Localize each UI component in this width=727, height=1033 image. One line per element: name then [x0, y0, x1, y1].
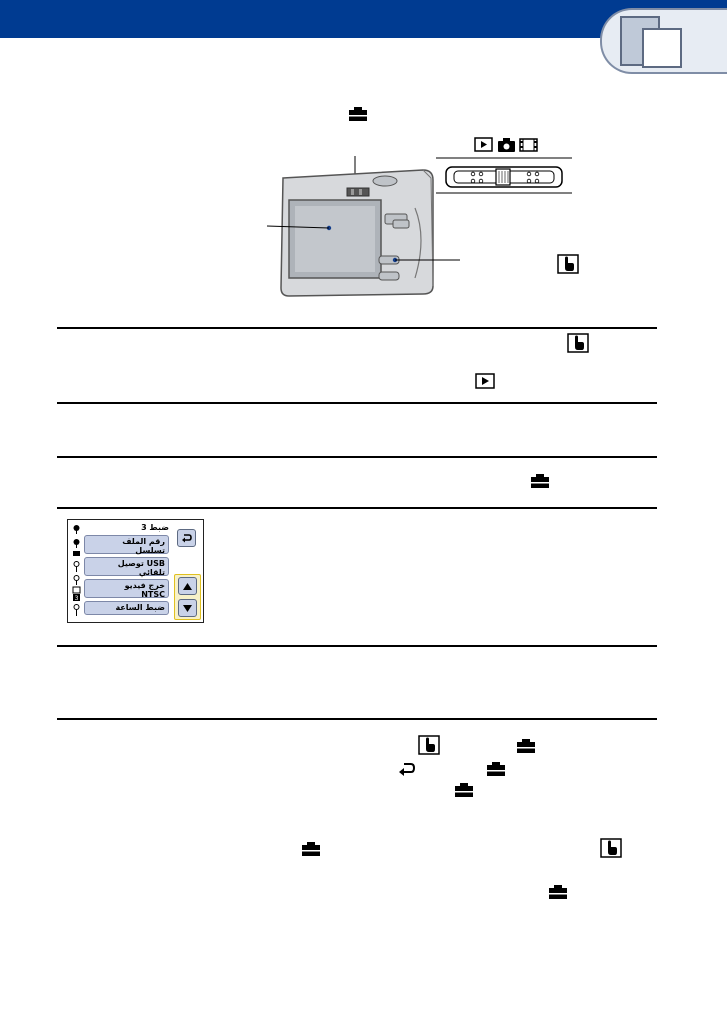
divider [57, 402, 657, 404]
playback-icon [475, 373, 495, 393]
menu-tab-icons [72, 524, 81, 620]
setup-toolbox-icon [455, 783, 473, 797]
home-touch-icon [600, 838, 622, 862]
menu-item-clock-set[interactable]: ضبط الساعة [84, 601, 169, 615]
camera-illustration [255, 148, 470, 303]
divider [57, 327, 657, 329]
setup-toolbox-icon [349, 107, 367, 121]
playback-icon [475, 138, 492, 151]
setup-menu-screen [67, 519, 204, 623]
setup-toolbox-icon [487, 762, 505, 776]
setup-toolbox-icon [549, 885, 567, 899]
divider [57, 645, 657, 647]
back-button[interactable] [177, 529, 196, 547]
setup-toolbox-icon [531, 474, 549, 488]
menu-title: ضبط 3 [141, 523, 169, 532]
setup-toolbox-icon [302, 842, 320, 856]
home-touch-icon [418, 735, 440, 759]
movie-icon [520, 139, 537, 151]
mode-switch-icons [474, 137, 538, 153]
up-arrow-icon [183, 583, 192, 590]
home-touch-icon [567, 333, 589, 357]
divider [57, 456, 657, 458]
menu-item-video-out[interactable]: خرج فيديو NTSC [84, 579, 169, 598]
return-icon [398, 761, 416, 781]
home-touch-icon [557, 254, 579, 278]
svg-text:3: 3 [74, 595, 79, 602]
divider [57, 507, 657, 509]
menu-item-usb-connect[interactable]: USB توصيل تلقائي [84, 557, 169, 576]
setup-toolbox-icon [517, 739, 535, 753]
scroll-buttons [174, 574, 201, 620]
camera-icon [498, 138, 515, 152]
menu-item-file-number[interactable]: رقم الملف تسلسل [84, 535, 169, 554]
scroll-down-button[interactable] [178, 599, 197, 617]
down-arrow-icon [183, 605, 192, 612]
scroll-up-button[interactable] [178, 577, 197, 595]
divider [57, 718, 657, 720]
section-tab-icon [600, 8, 727, 74]
return-icon [181, 533, 192, 544]
